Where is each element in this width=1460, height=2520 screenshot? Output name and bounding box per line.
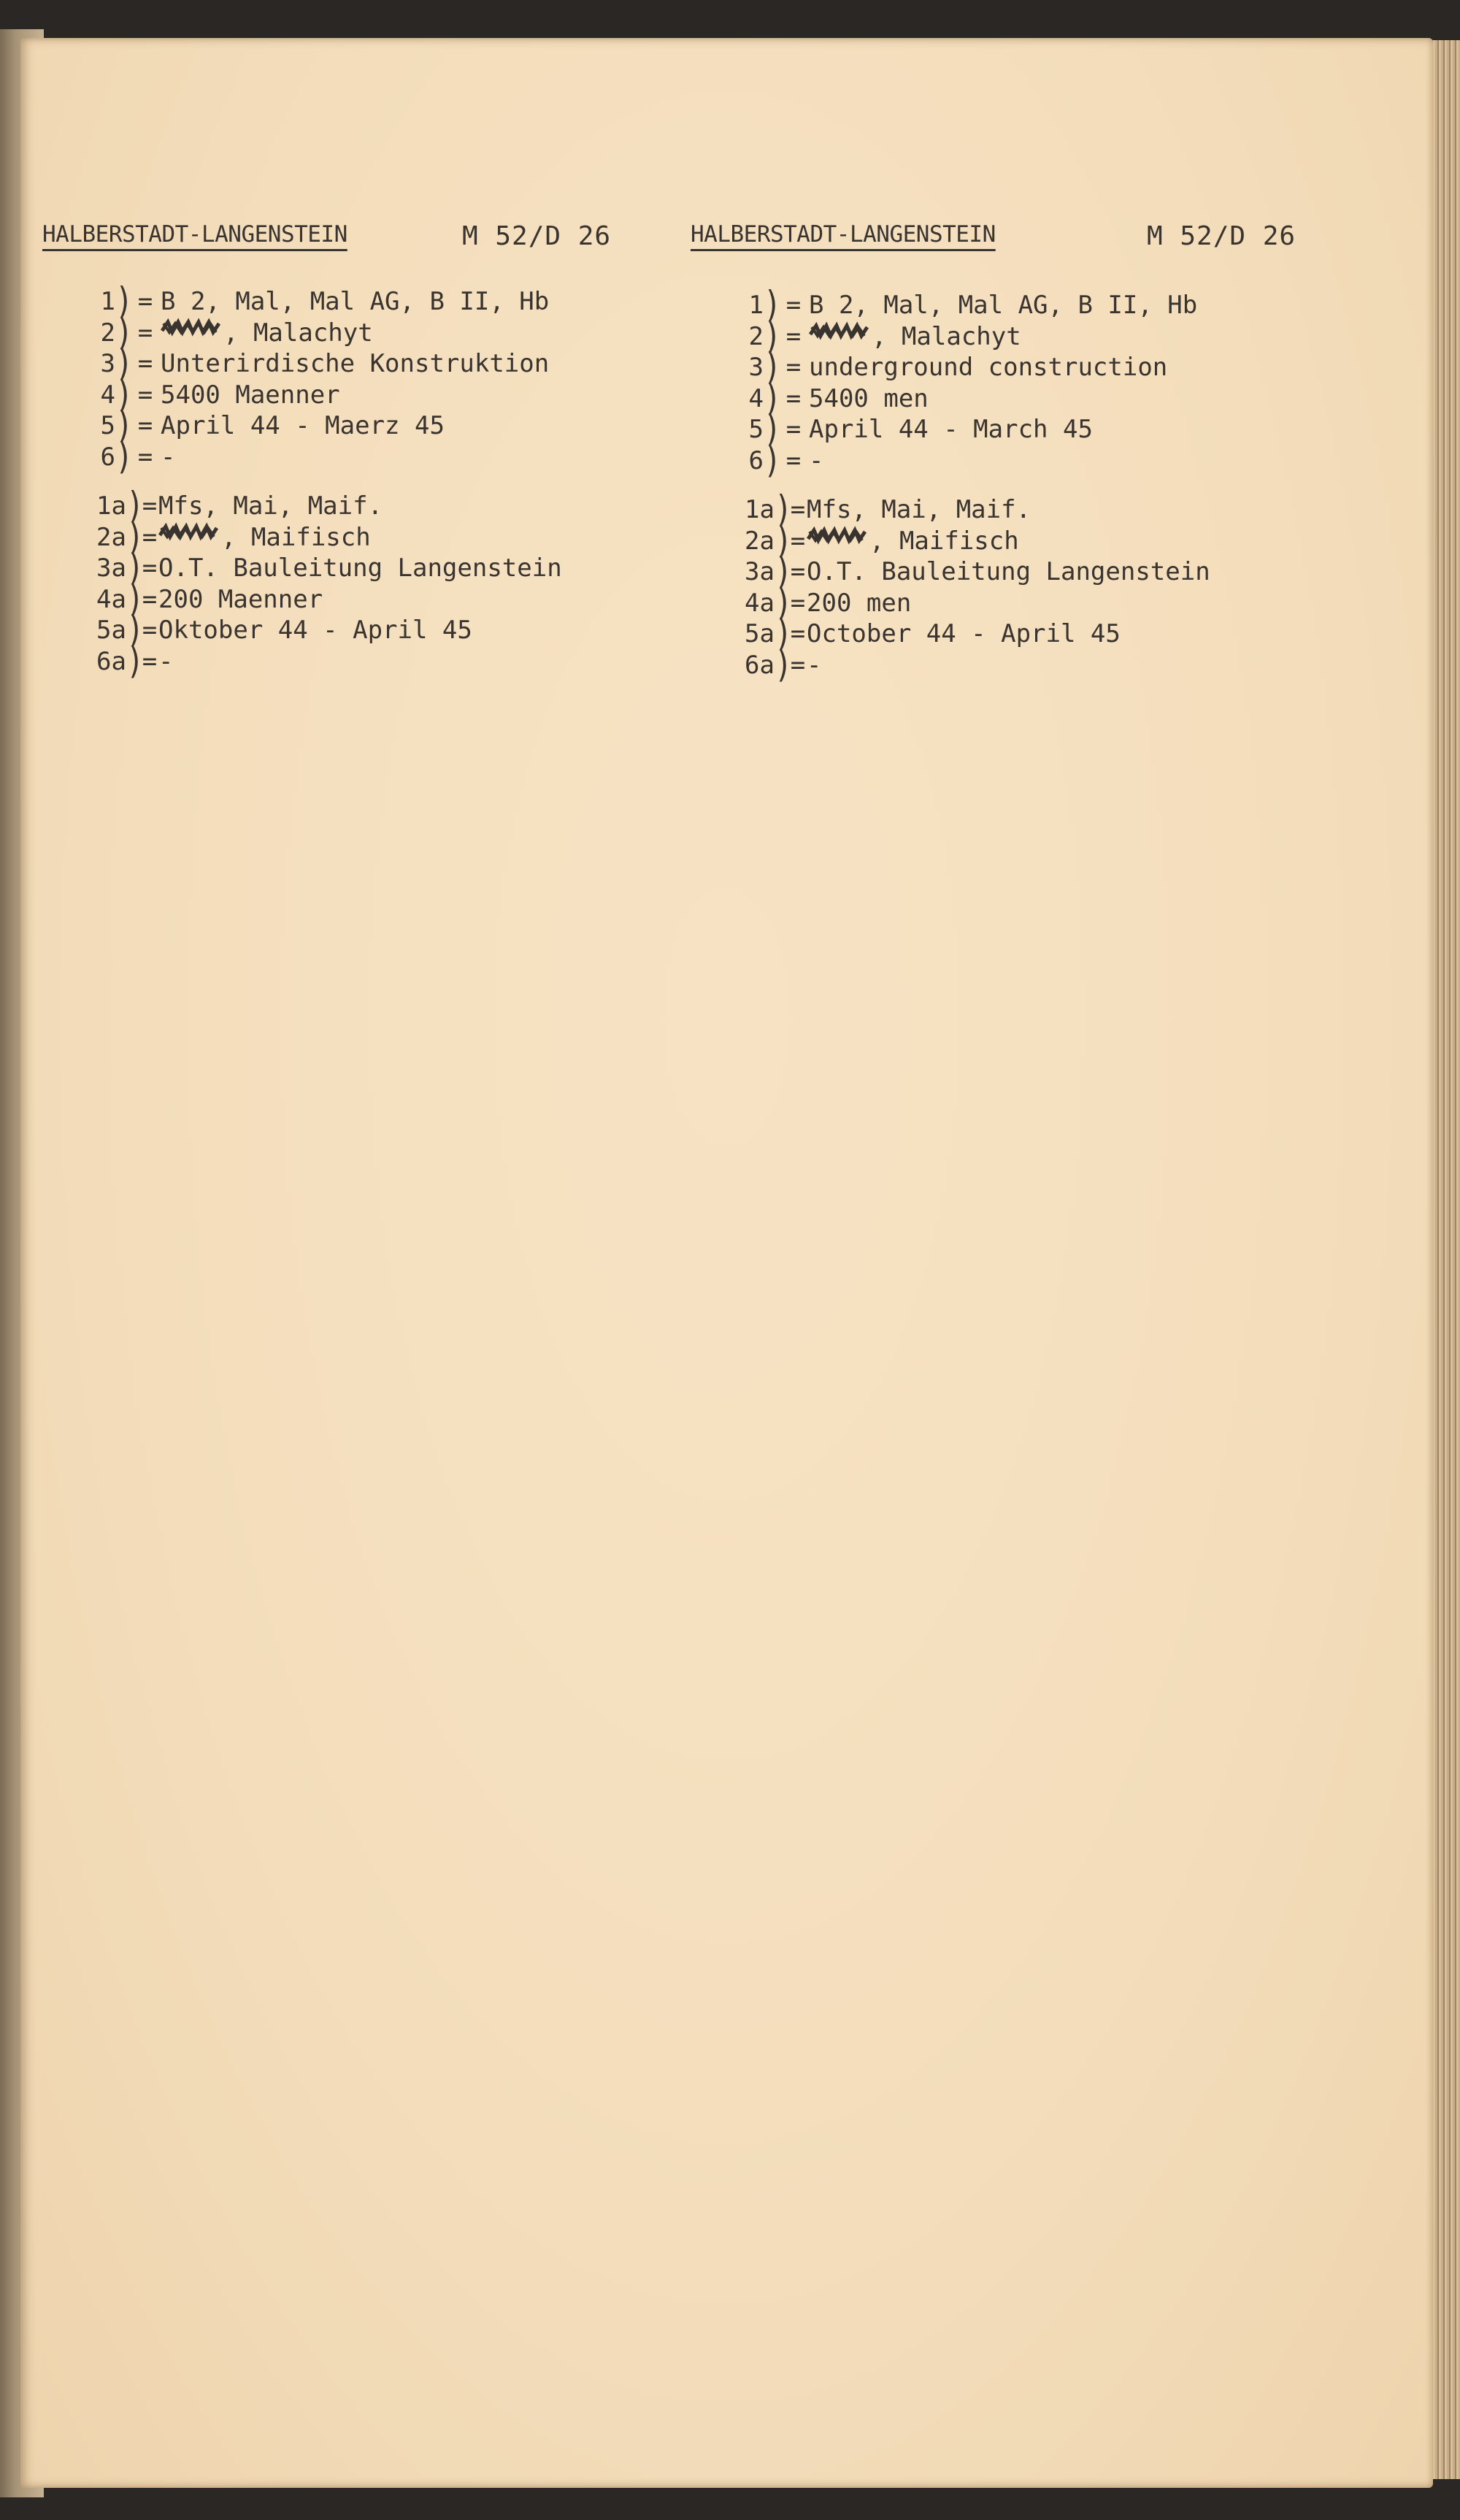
item-value: - — [158, 646, 174, 676]
list-item: 5a ) = October 44 - April 45 — [720, 618, 1210, 650]
item-number: 5a — [745, 619, 775, 648]
item-value: , Maifisch — [221, 522, 371, 552]
item-number: 6a — [745, 650, 775, 680]
item-value: 200 Maenner — [158, 584, 323, 614]
item-number: 1a — [96, 491, 126, 521]
item-value: Unterirdische Konstruktion — [161, 349, 550, 378]
list-item: 6 ) = - — [72, 442, 549, 473]
document-page — [20, 38, 1433, 2488]
item-number: 1 — [100, 287, 115, 316]
item-number: 4 — [100, 380, 115, 410]
list-item: 2a ) = , Maifisch — [72, 522, 562, 554]
item-value: 5400 Maenner — [161, 380, 340, 410]
item-number: 3 — [100, 349, 115, 378]
item-value: - — [809, 445, 824, 475]
item-number: 2a — [745, 526, 775, 556]
item-number: 6a — [96, 646, 126, 676]
item-number: 6 — [748, 445, 764, 475]
list-item: 3 ) = Unterirdische Konstruktion — [72, 348, 549, 380]
list-item: 6a ) = - — [720, 650, 1210, 681]
item-number: 2 — [100, 318, 115, 348]
item-number: 1a — [745, 495, 775, 524]
right-place-heading: HALBERSTADT-LANGENSTEIN — [691, 221, 996, 248]
list-item: 3 ) = underground construction — [720, 352, 1197, 383]
list-item: 4a ) = 200 men — [720, 588, 1210, 619]
list-item: 1 ) = B 2, Mal, Mal AG, B II, Hb — [720, 290, 1197, 321]
item-value: , Malachyt — [872, 321, 1021, 351]
item-value: 200 men — [807, 588, 912, 618]
list-item: 4 ) = 5400 men — [720, 383, 1197, 415]
item-number: 5 — [748, 415, 764, 444]
item-value: - — [161, 442, 176, 472]
item-value: , Malachyt — [223, 318, 373, 348]
item-number: 2 — [748, 321, 764, 351]
list-item: 1a ) = Mfs, Mai, Maif. — [720, 494, 1210, 526]
item-number: 5 — [100, 411, 115, 440]
left-item-list — [72, 280, 550, 478]
item-number: 4a — [745, 588, 775, 618]
list-item: 6a ) = - — [72, 646, 562, 678]
list-item: 2 ) = , Malachyt — [72, 318, 549, 349]
list-item: 5a ) = Oktober 44 - April 45 — [72, 615, 562, 646]
item-number: 4 — [748, 383, 764, 413]
item-value: Mfs, Mai, Maif. — [807, 495, 1031, 524]
right-item-list — [720, 284, 1198, 482]
item-number: 1 — [748, 291, 764, 320]
item-value: O.T. Bauleitung Langenstein — [158, 554, 562, 583]
right-header — [691, 188, 1348, 251]
item-value: - — [807, 650, 822, 680]
list-item: 4a ) = 200 Maenner — [72, 584, 562, 616]
redaction-scribble-icon — [158, 522, 218, 541]
item-number: 3 — [748, 353, 764, 382]
list-item: 4 ) = 5400 Maenner — [72, 380, 549, 411]
right-item-list-a — [720, 489, 1210, 686]
left-header — [42, 188, 699, 251]
list-item: 3a ) = O.T. Bauleitung Langenstein — [720, 556, 1210, 588]
redaction-scribble-icon — [807, 526, 867, 545]
item-value: April 44 - March 45 — [809, 415, 1093, 444]
item-value: , Maifisch — [869, 526, 1019, 556]
item-number: 6 — [100, 442, 115, 472]
list-item: 2 ) = , Malachyt — [720, 321, 1197, 353]
list-item: 3a ) = O.T. Bauleitung Langenstein — [72, 553, 562, 584]
left-column — [42, 188, 699, 683]
item-number: 4a — [96, 584, 126, 614]
item-value: 5400 men — [809, 383, 929, 413]
left-item-list-a — [72, 485, 562, 683]
item-value: B 2, Mal, Mal AG, B II, Hb — [809, 291, 1198, 320]
item-number: 3a — [96, 554, 126, 583]
item-value: Mfs, Mai, Maif. — [158, 491, 383, 521]
right-column — [691, 188, 1348, 686]
item-number: 3a — [745, 557, 775, 586]
list-item: 5 ) = April 44 - March 45 — [720, 414, 1197, 445]
item-number: 5a — [96, 616, 126, 645]
redaction-scribble-icon — [161, 318, 220, 337]
item-value: B 2, Mal, Mal AG, B II, Hb — [161, 287, 550, 316]
item-value: Oktober 44 - April 45 — [158, 616, 472, 645]
item-value: O.T. Bauleitung Langenstein — [807, 557, 1210, 586]
left-document-code: M 52/D 26 — [462, 221, 612, 251]
list-item: 1a ) = Mfs, Mai, Maif. — [72, 491, 562, 522]
right-document-code: M 52/D 26 — [1147, 221, 1296, 251]
list-item: 2a ) = , Maifisch — [720, 526, 1210, 557]
left-place-heading: HALBERSTADT-LANGENSTEIN — [42, 221, 347, 248]
item-value: underground construction — [809, 353, 1168, 382]
item-value: April 44 - Maerz 45 — [161, 411, 445, 440]
list-item: 5 ) = April 44 - Maerz 45 — [72, 410, 549, 442]
item-value: October 44 - April 45 — [807, 619, 1121, 648]
redaction-scribble-icon — [809, 321, 869, 340]
item-number: 2a — [96, 522, 126, 552]
list-item: 6 ) = - — [720, 445, 1197, 477]
list-item: 1 ) = B 2, Mal, Mal AG, B II, Hb — [72, 286, 549, 318]
